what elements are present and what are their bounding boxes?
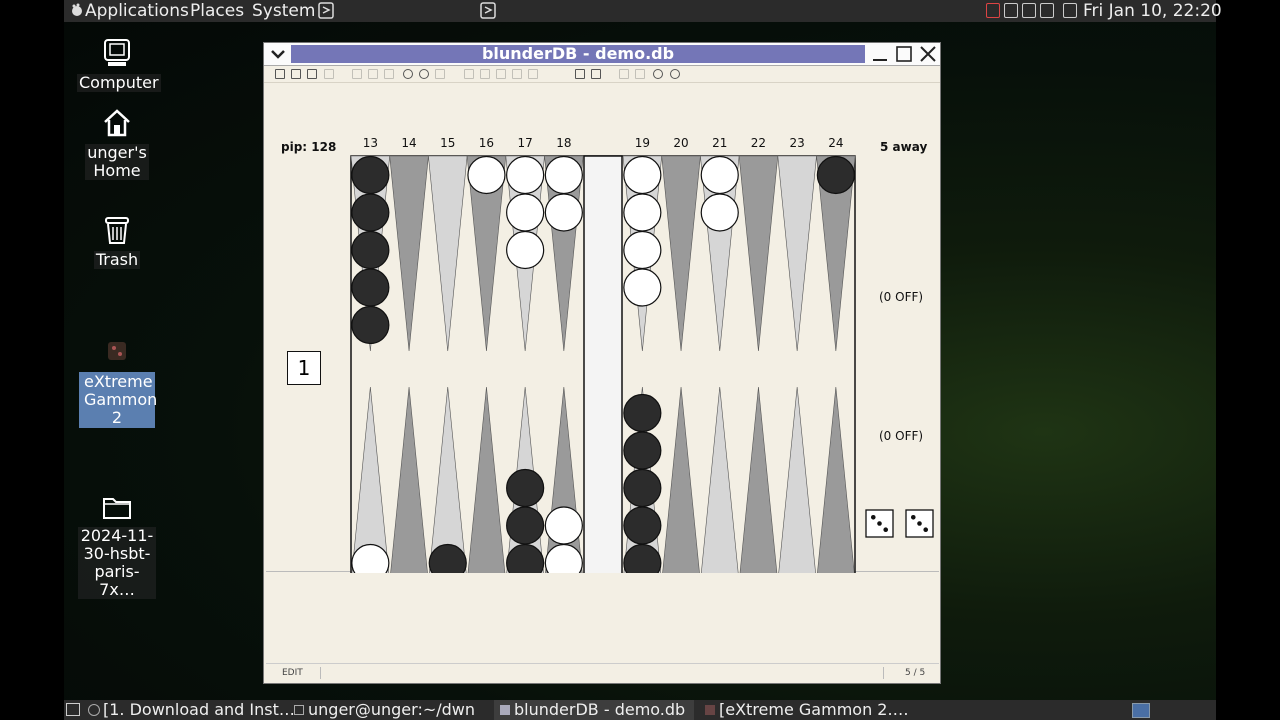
point-number: 21: [712, 136, 728, 150]
die-pip: [877, 521, 882, 526]
task-label: [1. Download and Inst…: [103, 700, 295, 719]
window-titlebar[interactable]: [264, 43, 940, 66]
point-number: 15: [440, 136, 456, 150]
die-pip: [911, 515, 916, 520]
network-icon[interactable]: [1022, 3, 1036, 18]
checker-black: [507, 470, 544, 507]
computer-icon: [102, 38, 132, 68]
checker-black: [507, 507, 544, 544]
home-icon: [102, 108, 132, 138]
checker-black: [624, 432, 661, 469]
task-label: blunderDB - demo.db: [514, 700, 686, 719]
point-number: 19: [634, 136, 650, 150]
import-icon[interactable]: [307, 69, 317, 79]
die-pip: [923, 527, 928, 532]
volume-icon[interactable]: [1004, 3, 1018, 18]
checker-black: [352, 307, 389, 344]
point-number: 23: [789, 136, 805, 150]
folder-icon: [102, 491, 132, 521]
checker-white: [507, 157, 544, 194]
point-number: 22: [750, 136, 767, 150]
checker-white: [624, 232, 661, 269]
help-icon[interactable]: [670, 69, 680, 79]
desktop-icon-label: Computer: [79, 73, 159, 92]
refresh-icon[interactable]: [419, 69, 429, 79]
checker-white: [507, 194, 544, 231]
checker-black: [624, 470, 661, 507]
board-area: [266, 85, 939, 572]
task-label: unger@unger:~/dwn: [308, 700, 476, 719]
board-bar: [584, 156, 622, 582]
lower-panel: [266, 573, 939, 663]
xg-icon: [705, 705, 715, 715]
checker-white: [545, 194, 582, 231]
mic-muted-icon[interactable]: [986, 3, 1000, 18]
desktop-icon-trash[interactable]: [77, 215, 157, 269]
first-icon[interactable]: [480, 69, 490, 79]
checker-black: [624, 395, 661, 432]
pip-top: pip: 128: [281, 140, 337, 154]
launcher-icon[interactable]: [318, 2, 334, 19]
checker-black: [817, 157, 854, 194]
top-panel: [64, 0, 1222, 22]
doubling-cube[interactable]: 1: [287, 351, 321, 385]
browser-icon: [88, 704, 100, 716]
show-desktop-icon[interactable]: [66, 703, 80, 716]
checker-black: [352, 269, 389, 306]
point-number: 24: [828, 136, 844, 150]
last-icon[interactable]: [528, 69, 538, 79]
status-divider: [320, 667, 321, 679]
off-bottom: (0 OFF): [879, 429, 924, 443]
point-number: 14: [401, 136, 417, 150]
checker-white: [624, 269, 661, 306]
checker-black: [352, 157, 389, 194]
workspace-switcher[interactable]: [1132, 703, 1150, 718]
checker-black: [352, 194, 389, 231]
checker-white: [545, 157, 582, 194]
task-blunderdb[interactable]: [494, 700, 694, 720]
list-icon[interactable]: [619, 69, 629, 79]
applications-menu[interactable]: Applications: [85, 1, 189, 21]
status-mode: EDIT: [282, 668, 303, 678]
blunderdb-window: [263, 42, 941, 684]
checker-black: [352, 232, 389, 269]
app-icon: [102, 336, 132, 366]
checker-white: [468, 157, 505, 194]
die-pip: [871, 515, 876, 520]
point-number: 17: [517, 136, 533, 150]
status-divider-2: [883, 667, 884, 679]
desktop-icon-label: eXtreme Gammon 2: [79, 372, 155, 428]
die-pip: [883, 527, 888, 532]
info-icon[interactable]: [324, 69, 334, 79]
toolbar: [264, 66, 940, 83]
delete-icon[interactable]: [435, 69, 445, 79]
prev-icon[interactable]: [496, 69, 506, 79]
window-menu-chevron-icon[interactable]: [268, 45, 288, 63]
point-number: 20: [673, 136, 689, 150]
backgammon-board[interactable]: [266, 85, 939, 571]
window-title: blunderDB - demo.db: [291, 45, 865, 63]
status-page: 5 / 5: [905, 668, 926, 678]
desktop-icon-xg[interactable]: [77, 336, 157, 428]
next-icon[interactable]: [512, 69, 522, 79]
gnome-foot-icon: [70, 3, 84, 17]
clipboard-icon[interactable]: [384, 69, 394, 79]
maximize-icon[interactable]: [894, 45, 914, 63]
checker-black: [624, 507, 661, 544]
download-icon[interactable]: [464, 69, 474, 79]
desktop-icon-home[interactable]: [77, 108, 157, 180]
comment-icon[interactable]: [635, 69, 645, 79]
task-label: [eXtreme Gammon 2.…: [719, 700, 909, 719]
point-number: 18: [556, 136, 572, 150]
desktop-icon-computer[interactable]: [77, 38, 157, 92]
search-icon[interactable]: [653, 69, 663, 79]
system-menu[interactable]: System: [252, 1, 316, 21]
new-file-icon[interactable]: [275, 69, 285, 79]
places-menu[interactable]: Places: [190, 1, 245, 21]
task-xg[interactable]: [702, 700, 912, 720]
open-folder-icon[interactable]: [291, 69, 301, 79]
desktop-icon-label: 2024-11-30-hsbt-paris-7x…: [78, 527, 156, 599]
terminal-icon: [294, 705, 304, 715]
task-browser[interactable]: [86, 700, 295, 720]
minimize-icon[interactable]: [870, 45, 890, 63]
taskbar: [64, 700, 1216, 720]
add-position-icon[interactable]: [403, 69, 413, 79]
task-terminal[interactable]: [290, 700, 476, 720]
point-number: 13: [362, 136, 378, 150]
checker-white: [624, 157, 661, 194]
off-top: (0 OFF): [879, 290, 924, 304]
checker-white: [545, 507, 582, 544]
trash-icon: [102, 215, 132, 245]
blunderdb-icon: [500, 705, 510, 715]
desktop-icon-folder[interactable]: [77, 491, 157, 599]
close-icon[interactable]: [918, 45, 938, 63]
edit-pencil-icon[interactable]: [575, 69, 585, 79]
die-pip: [917, 521, 922, 526]
desktop-icon-label: unger's Home: [85, 144, 149, 180]
checker-white: [701, 194, 738, 231]
away-top: 5 away: [880, 140, 928, 154]
copy-icon[interactable]: [352, 69, 362, 79]
launcher-icon-2[interactable]: [480, 2, 496, 19]
user-icon[interactable]: [1063, 3, 1077, 18]
terminal-icon[interactable]: [591, 69, 601, 79]
checker-white: [507, 232, 544, 269]
status-bar: [266, 663, 939, 682]
desktop-icon-label: Trash: [95, 250, 139, 269]
battery-icon[interactable]: [1040, 3, 1054, 18]
paste-icon[interactable]: [368, 69, 378, 79]
checker-white: [701, 157, 738, 194]
clock[interactable]: Fri Jan 10, 22:20: [1083, 1, 1222, 21]
point-number: 16: [478, 136, 495, 150]
checker-white: [624, 194, 661, 231]
